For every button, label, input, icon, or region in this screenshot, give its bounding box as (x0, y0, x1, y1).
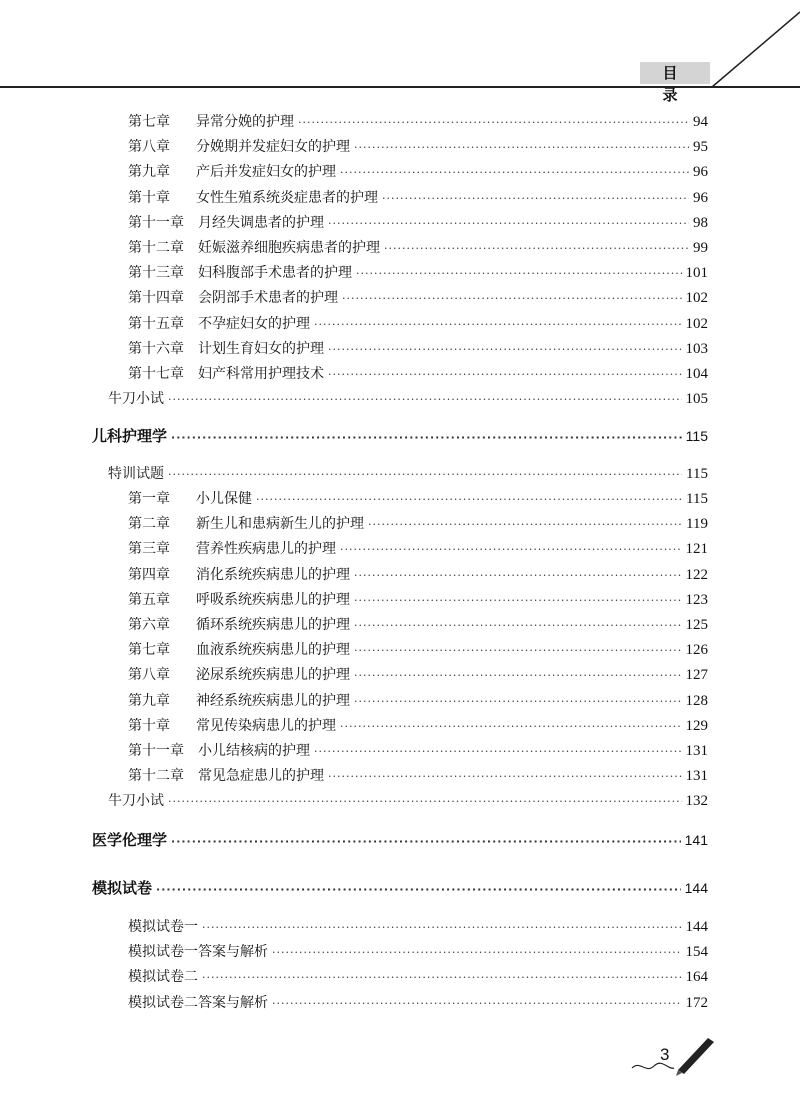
toc-chapter-entry[interactable] (128, 213, 708, 233)
chapter-number: 第七章 (128, 114, 170, 130)
entry-title: 特训试题 (108, 466, 164, 482)
page-ref: 172 (685, 994, 708, 1011)
chapter-number: 第十六章 (128, 340, 184, 357)
page-ref: 164 (685, 969, 708, 986)
toc-chapter-entry[interactable] (128, 339, 708, 359)
chapter-number: 第十四章 (128, 290, 184, 307)
page-ref: 132 (685, 793, 708, 809)
chapter-number: 第十三章 (128, 265, 184, 282)
chapter-number: 第七章 (128, 642, 170, 659)
page-ref: 94 (693, 114, 708, 130)
toc-chapter-entry[interactable] (128, 539, 708, 559)
dot-leader (354, 591, 682, 611)
chapter-number: 第八章 (128, 139, 170, 156)
dot-leader (168, 465, 682, 485)
toc-chapter-entry[interactable] (128, 514, 708, 534)
dot-leader (342, 289, 682, 309)
entry-title: 常见急症患儿的护理 (198, 768, 324, 785)
chapter-number: 第八章 (128, 667, 170, 684)
entry-title: 妇科腹部手术患者的护理 (198, 265, 352, 282)
dot-leader (340, 717, 682, 737)
entry-title: 模拟试卷 (92, 879, 153, 897)
toc-chapter-entry[interactable] (128, 615, 708, 635)
dot-leader (272, 943, 682, 963)
dot-leader (314, 742, 682, 762)
toc-chapter-entry[interactable] (128, 691, 708, 711)
dot-leader (340, 540, 682, 560)
toc-chapter-entry[interactable] (128, 741, 708, 761)
chapter-number: 第十章 (128, 189, 170, 206)
entry-title: 小儿结核病的护理 (198, 743, 310, 759)
chapter-number: 第三章 (128, 541, 170, 558)
toc-chapter-entry[interactable] (128, 162, 708, 182)
dot-leader (171, 428, 682, 448)
dot-leader (382, 189, 689, 209)
entry-title: 女性生殖系统炎症患者的护理 (196, 189, 378, 206)
page-ref: 99 (693, 240, 708, 256)
entry-title: 模拟试卷二答案与解析 (128, 994, 268, 1011)
page-ref: 96 (693, 189, 708, 206)
toc-subsection-entry[interactable] (108, 464, 708, 484)
page-ref: 123 (685, 591, 708, 608)
entry-title: 呼吸系统疾病患儿的护理 (196, 591, 350, 608)
page-ref: 141 (684, 832, 708, 848)
toc-chapter-entry[interactable] (128, 137, 708, 157)
entry-title: 牛刀小试 (108, 391, 164, 407)
dot-leader (156, 880, 681, 900)
entry-title: 循环系统疾病患儿的护理 (196, 617, 350, 633)
page-ref: 125 (685, 617, 708, 633)
toc-chapter-entry[interactable] (128, 263, 708, 283)
toc-chapter-entry[interactable] (128, 188, 708, 208)
toc-chapter-entry[interactable] (128, 112, 708, 132)
entry-title: 异常分娩的护理 (196, 114, 294, 130)
dot-leader (340, 163, 689, 183)
page-ref: 131 (685, 768, 708, 785)
chapter-number: 第十二章 (128, 768, 184, 785)
dot-leader (328, 340, 682, 360)
dot-leader (168, 390, 682, 410)
page-ref: 128 (685, 692, 708, 709)
chapter-number: 第四章 (128, 566, 170, 583)
entry-title: 妇产科常用护理技术 (198, 366, 324, 382)
pen-icon (628, 1030, 718, 1080)
page-ref: 104 (685, 366, 708, 382)
entry-title: 计划生育妇女的护理 (198, 340, 324, 357)
chapter-number: 第十二章 (128, 240, 184, 256)
page-ref: 102 (685, 290, 708, 307)
entry-title: 月经失调患者的护理 (198, 214, 324, 231)
page-ref: 101 (685, 265, 708, 282)
toc-chapter-entry[interactable] (128, 766, 708, 786)
entry-title: 神经系统疾病患儿的护理 (196, 692, 350, 709)
dot-leader (354, 616, 682, 636)
dot-leader (328, 365, 682, 385)
toc-chapter-entry[interactable] (128, 288, 708, 308)
toc-chapter-entry[interactable] (128, 489, 708, 509)
dot-leader (354, 641, 682, 661)
toc-chapter-entry[interactable] (128, 665, 708, 685)
entry-title: 分娩期并发症妇女的护理 (196, 139, 350, 156)
page-ref: 115 (686, 491, 708, 507)
dot-leader (272, 994, 682, 1014)
dot-leader (168, 792, 682, 812)
entry-title: 新生儿和患病新生儿的护理 (196, 516, 364, 533)
toc-chapter-entry[interactable] (128, 364, 708, 384)
entry-title: 妊娠滋养细胞疾病患者的护理 (198, 240, 380, 256)
chapter-number: 第五章 (128, 591, 170, 608)
page-ref: 122 (685, 566, 708, 583)
chapter-number: 第十一章 (128, 743, 184, 759)
dot-leader (384, 239, 689, 259)
page-ref: 103 (685, 340, 708, 357)
toc-chapter-entry[interactable] (128, 640, 708, 660)
toc-chapter-entry[interactable] (128, 565, 708, 585)
chapter-number: 第十五章 (128, 315, 184, 332)
entry-title: 模拟试卷一 (128, 919, 198, 935)
dot-leader (171, 832, 681, 852)
dot-leader (328, 767, 682, 787)
dot-leader (354, 138, 689, 158)
toc-chapter-entry[interactable] (128, 314, 708, 334)
dot-leader (314, 315, 682, 335)
toc-chapter-entry[interactable] (128, 716, 708, 736)
page-ref: 154 (685, 944, 708, 961)
chapter-number: 第十一章 (128, 214, 184, 231)
page-ref: 144 (684, 880, 708, 896)
entry-title: 血液系统疾病患儿的护理 (196, 642, 350, 659)
page-ref: 126 (685, 642, 708, 659)
dot-leader (354, 692, 682, 712)
page-ref: 121 (685, 541, 708, 558)
chapter-number: 第二章 (128, 516, 170, 533)
page-ref: 144 (685, 919, 708, 935)
dot-leader (298, 113, 689, 133)
page-ref: 115 (685, 428, 708, 444)
dot-leader (356, 264, 682, 284)
page-ref: 127 (685, 667, 708, 684)
page-ref: 129 (685, 717, 708, 734)
dot-leader (368, 515, 682, 535)
page-title: 目 录 (640, 62, 710, 84)
toc-mock-entry[interactable] (128, 917, 708, 937)
chapter-number: 第九章 (128, 692, 170, 709)
chapter-number: 第六章 (128, 617, 170, 633)
dot-leader (202, 918, 682, 938)
page-ref: 119 (686, 516, 708, 533)
entry-title: 不孕症妇女的护理 (198, 315, 310, 332)
page-ref: 105 (685, 391, 708, 407)
page-ref: 102 (685, 315, 708, 332)
toc-chapter-entry[interactable] (128, 238, 708, 258)
page-ref: 115 (686, 466, 708, 482)
toc-mock-entry[interactable] (128, 942, 708, 962)
entry-title: 模拟试卷二 (128, 969, 198, 986)
toc-test-entry[interactable] (108, 791, 708, 811)
toc-mock-entry[interactable] (128, 993, 708, 1013)
entry-title: 常见传染病患儿的护理 (196, 717, 336, 734)
page-ref: 131 (685, 743, 708, 759)
entry-title: 模拟试卷一答案与解析 (128, 944, 268, 961)
toc-chapter-entry[interactable] (128, 590, 708, 610)
chapter-number: 第十章 (128, 717, 170, 734)
chapter-number: 第九章 (128, 164, 170, 181)
entry-title: 会阴部手术患者的护理 (198, 290, 338, 307)
entry-title: 儿科护理学 (92, 427, 168, 445)
dot-leader (256, 490, 682, 510)
entry-title: 医学伦理学 (92, 831, 168, 849)
entry-title: 营养性疾病患儿的护理 (196, 541, 336, 558)
toc-mock-entry[interactable] (128, 967, 708, 987)
chapter-number: 第一章 (128, 491, 170, 507)
page-number: 3 (660, 1045, 670, 1064)
dot-leader (354, 666, 682, 686)
entry-title: 小儿保健 (196, 491, 252, 507)
dot-leader (354, 566, 682, 586)
page-ref: 95 (693, 139, 708, 156)
toc-section-entry[interactable] (92, 878, 708, 898)
page-ref: 98 (693, 214, 708, 231)
page-ref: 96 (693, 164, 708, 181)
entry-title: 消化系统疾病患儿的护理 (196, 566, 350, 583)
dot-leader (328, 214, 689, 234)
toc-section-entry[interactable] (92, 426, 708, 446)
entry-title: 牛刀小试 (108, 793, 164, 809)
entry-title: 泌尿系统疾病患儿的护理 (196, 667, 350, 684)
dot-leader (202, 968, 682, 988)
chapter-number: 第十七章 (128, 366, 184, 382)
toc-section-entry[interactable] (92, 830, 708, 850)
toc-test-entry[interactable] (108, 389, 708, 409)
entry-title: 产后并发症妇女的护理 (196, 164, 336, 181)
